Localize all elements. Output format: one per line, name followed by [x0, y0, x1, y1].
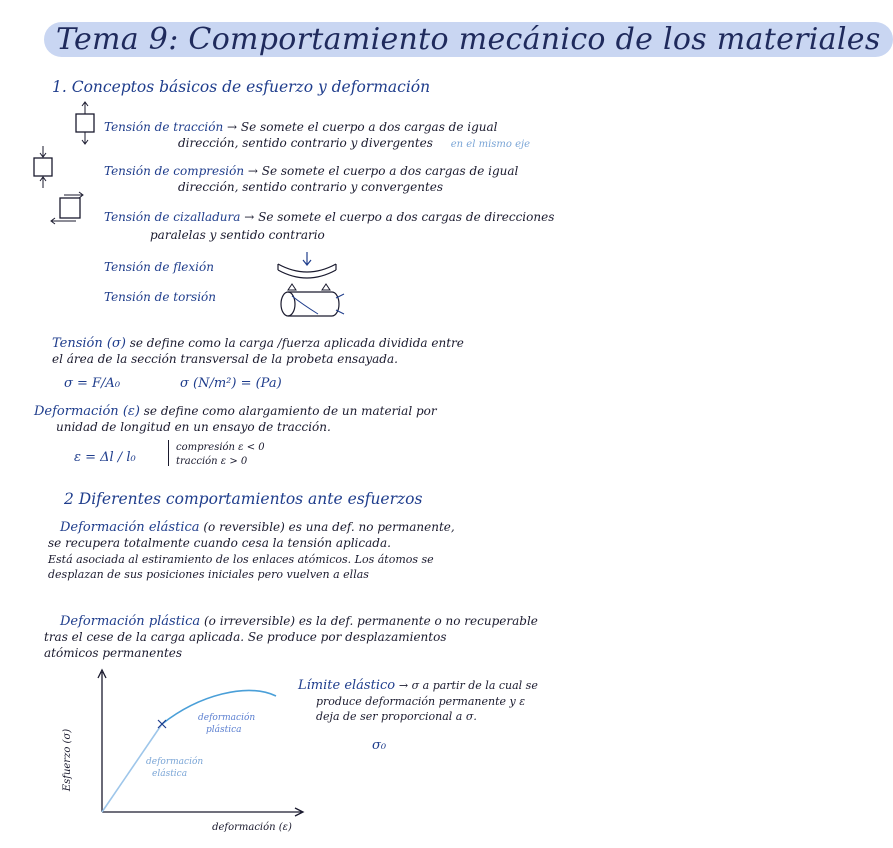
limit-symbol: σ₀	[372, 738, 387, 753]
plastic-term: Deformación plástica	[60, 614, 201, 629]
tension-compression-icon	[28, 144, 64, 194]
tension-def-line-1	[52, 336, 464, 351]
plastic-label-line-2: plástica	[206, 725, 242, 735]
elastic-text-3: Está asociada al estiramiento de los enlaces atómicos. Los átomos se	[48, 553, 434, 566]
tension-def-text-2: el área de la sección transversal de la probeta ensayada.	[52, 352, 398, 366]
plastic-label-line-1: deformación	[198, 713, 256, 723]
shear-text-2: paralelas y sentido contrario	[150, 228, 325, 242]
elastic-text-4: desplazan de sus posiciones iniciales pero vuelven a ellas	[48, 568, 369, 581]
plastic-line-1	[60, 614, 538, 629]
traction-text: → Se somete el cuerpo a dos cargas de igual	[227, 120, 498, 134]
elastic-label-line-1: deformación	[146, 757, 204, 767]
tension-def-text-1: se define como la carga /fuerza aplicada dividida entre	[129, 336, 464, 350]
section-2-heading: 2 Diferentes comportamientos ante esfuerzos	[64, 490, 423, 508]
tension-units: σ (N/m²) = (Pa)	[180, 376, 282, 391]
shear-term: Tensión de cizalladura	[104, 210, 241, 224]
shear-icon	[48, 192, 88, 228]
compression-term: Tensión de compresión	[104, 164, 245, 178]
limit-text-1: → σ a partir de la cual se	[398, 679, 538, 692]
elastic-segment	[102, 724, 162, 812]
traction-text-2: dirección, sentido contrario y divergentes	[178, 136, 433, 150]
torsion-cylinder-icon	[272, 284, 348, 324]
torsion-term: Tensión de torsión	[104, 290, 216, 304]
compression-text: → Se somete el cuerpo a dos cargas de igual	[247, 164, 519, 178]
limit-text-2: produce deformación permanente y ε	[316, 695, 526, 708]
bending-term: Tensión de flexión	[104, 260, 214, 274]
elastic-line-1	[60, 520, 455, 535]
section-1-heading: 1. Conceptos básicos de esfuerzo y deformación	[52, 78, 431, 96]
yield-point-mark	[158, 720, 166, 728]
elastic-term: Deformación elástica	[60, 520, 200, 535]
x-axis-label: deformación (ε)	[212, 822, 292, 833]
page-title: Tema 9: Comportamiento mecánico de los materiales	[44, 22, 893, 57]
plastic-text-1: (o irreversible) es la def. permanente o no recuperable	[203, 614, 538, 628]
bending-line	[104, 260, 214, 275]
traction-note: en el mismo eje	[450, 139, 531, 150]
shear-line-1	[104, 210, 554, 225]
stress-strain-diagram	[40, 664, 320, 834]
compression-line-1	[104, 164, 518, 179]
shear-line-2	[150, 228, 325, 243]
brace-line	[168, 440, 169, 466]
compression-text-2: dirección, sentido contrario y convergentes	[178, 180, 444, 194]
tension-traction-icon	[66, 100, 106, 146]
plastic-text-2: tras el cese de la carga aplicada. Se produce por desplazamientos	[44, 630, 447, 644]
limit-term: Límite elástico	[298, 678, 396, 693]
elastic-text-1: (o reversible) es una def. no permanente,	[203, 520, 455, 534]
compression-line-2	[178, 180, 443, 195]
torsion-line	[104, 290, 216, 305]
traction-term: Tensión de tracción	[104, 120, 224, 134]
elastic-text-2: se recupera totalmente cuando cesa la tensión aplicada.	[48, 536, 391, 550]
tension-def-term: Tensión (σ)	[52, 336, 126, 351]
traction-line-1	[104, 120, 498, 135]
plastic-text-3: atómicos permanentes	[44, 646, 183, 660]
limit-line-1	[298, 678, 538, 693]
deformation-def-text-1: se define como alargamiento de un material por	[143, 404, 437, 418]
y-axis-label: Esfuerzo (σ)	[62, 728, 73, 792]
bending-beam-icon	[272, 250, 342, 284]
deformation-case-traction: tracción ε > 0	[176, 456, 248, 467]
deformation-def-line-1	[34, 404, 437, 419]
deformation-def-text-2: unidad de longitud en un ensayo de tracción.	[56, 420, 331, 434]
tension-formula: σ = F/A₀	[64, 376, 121, 391]
deformation-case-compression: compresión ε < 0	[176, 442, 265, 453]
deformation-def-term: Deformación (ε)	[34, 404, 140, 419]
shear-text: → Se somete el cuerpo a dos cargas de direcciones	[244, 210, 555, 224]
deformation-formula: ε = Δl / l₀	[74, 450, 136, 465]
limit-text-3: deja de ser proporcional a σ.	[316, 710, 477, 723]
traction-line-2	[178, 136, 530, 152]
elastic-label-line-2: elástica	[152, 769, 188, 779]
